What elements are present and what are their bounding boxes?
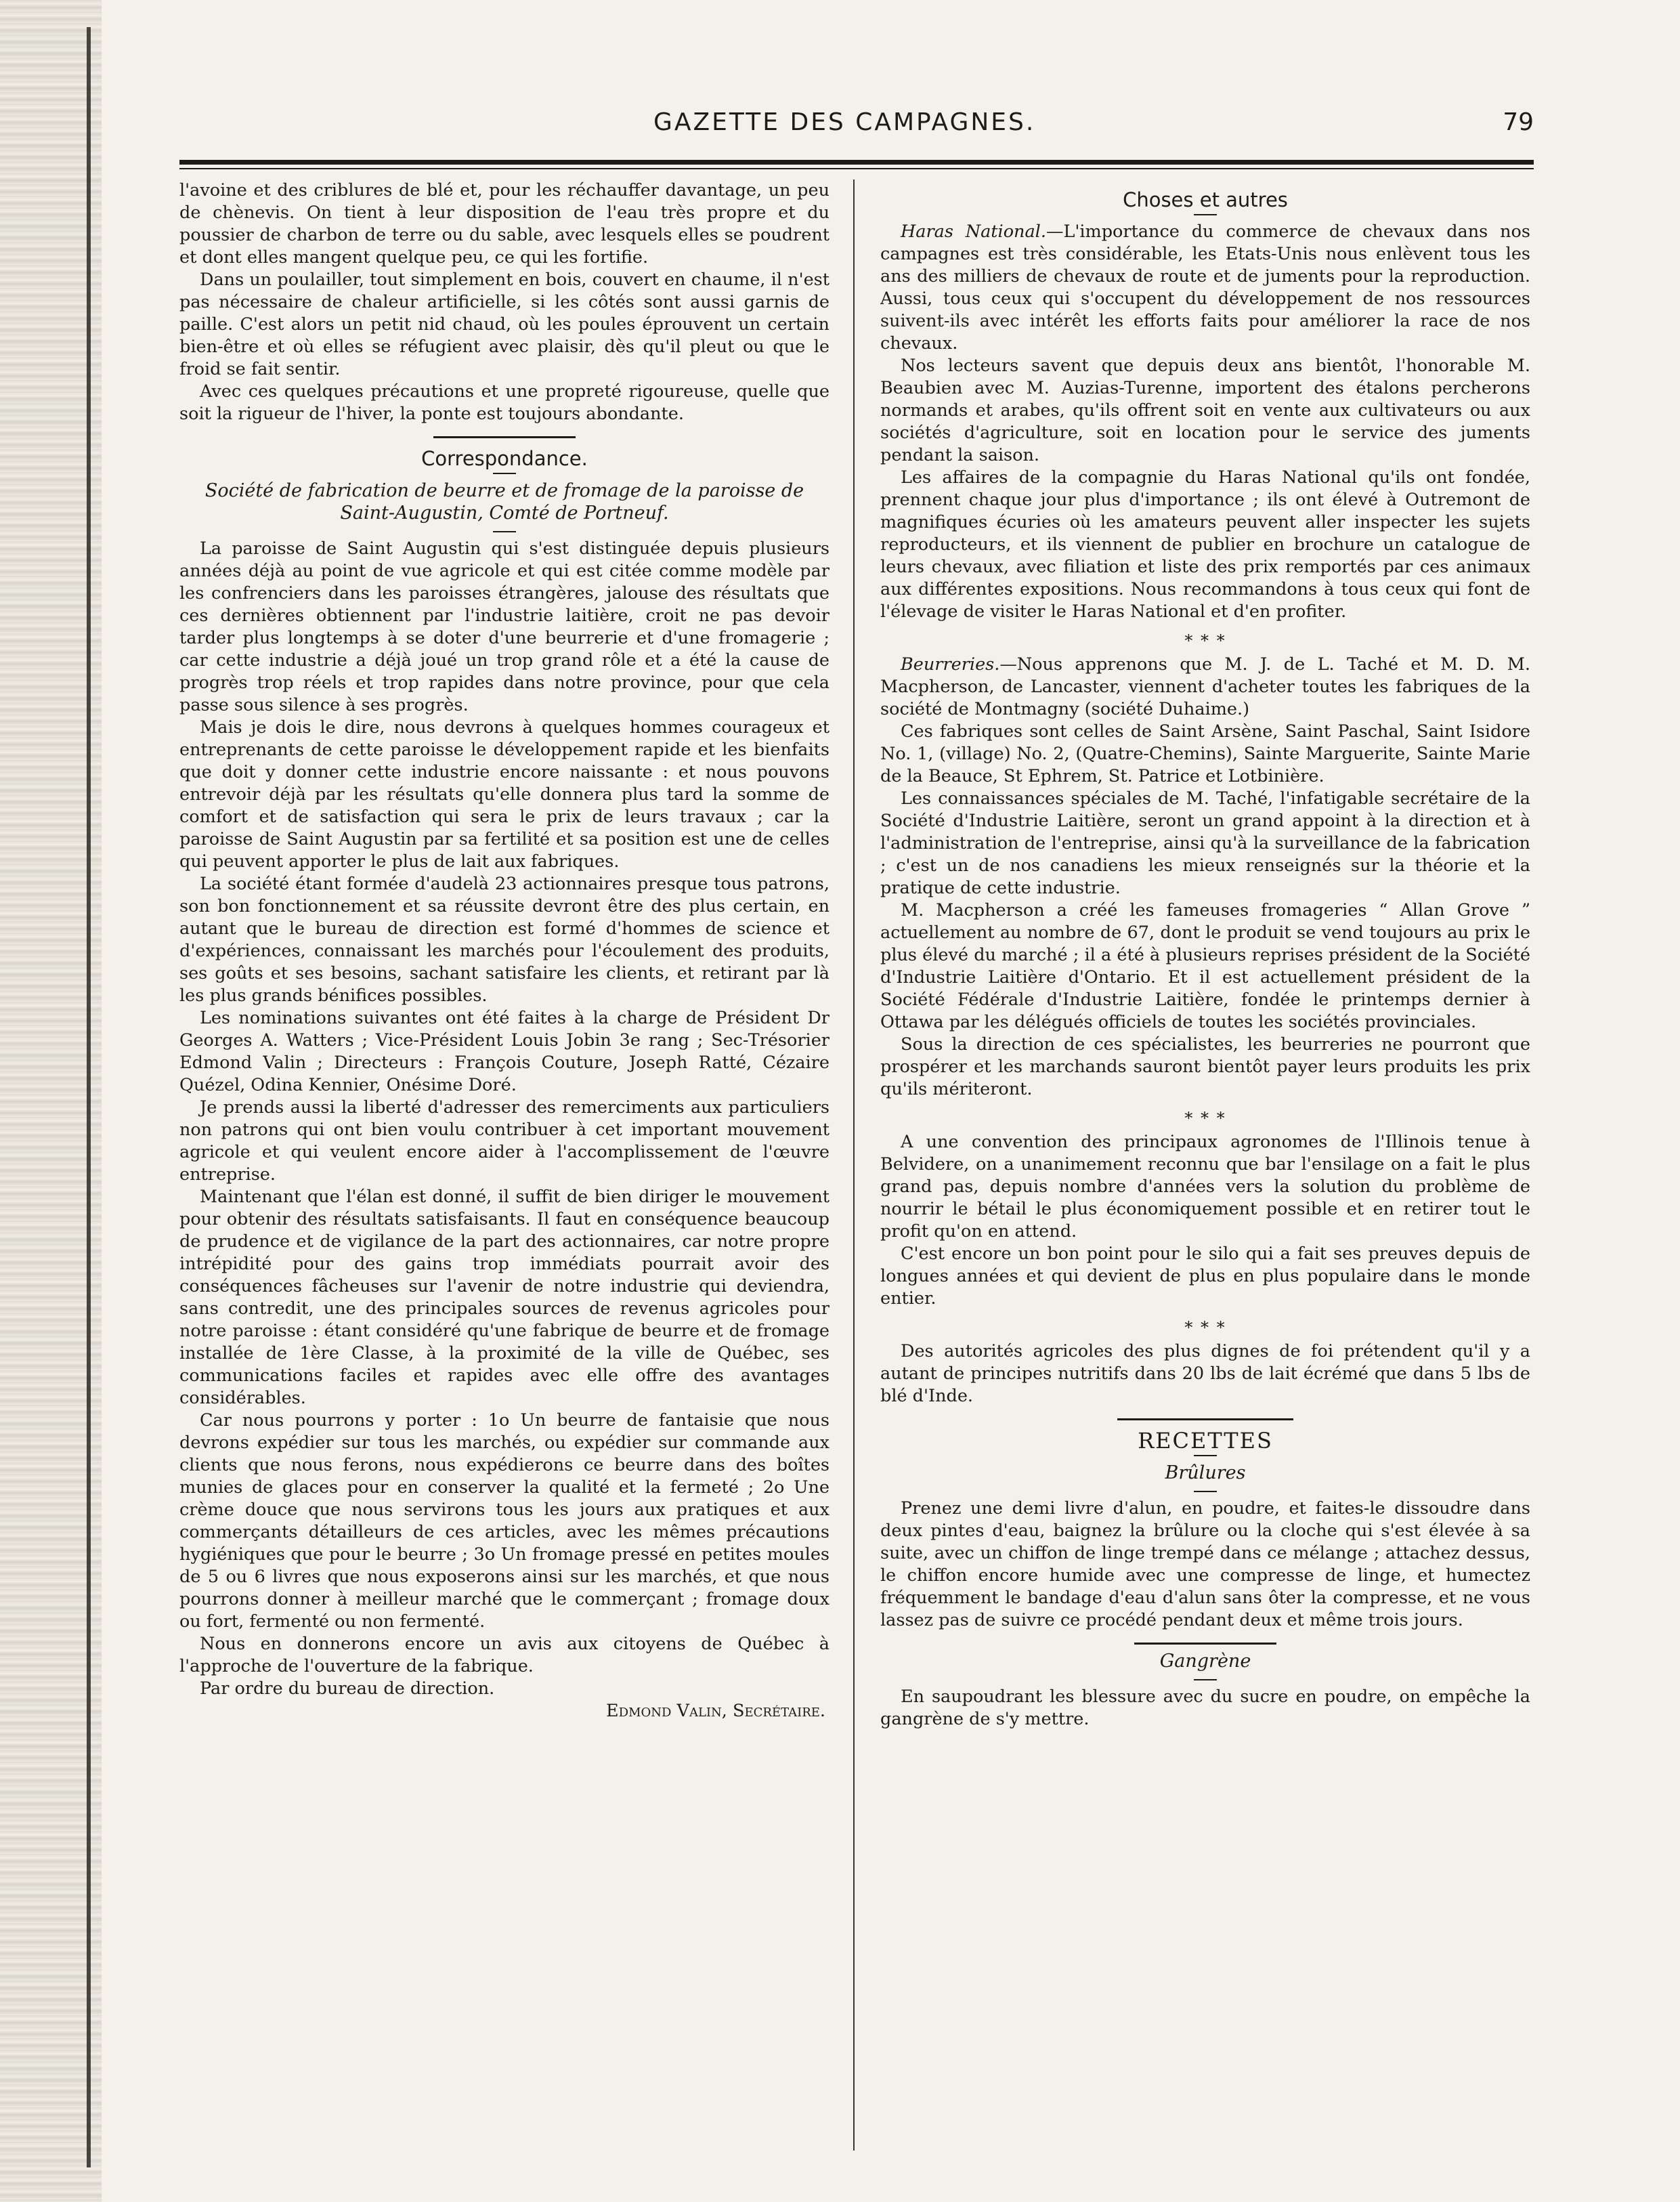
running-title: GAZETTE DES CAMPAGNES. <box>653 108 1036 136</box>
heading-dash <box>1194 1455 1217 1456</box>
asterism: * * * <box>1184 1318 1226 1337</box>
paragraph: A une convention des principaux agronomes de l'Illinois tenue à Belvidere, on a unanimement reconnu que bar l'ensilage on a fait le plus grand pas, depuis nombre d'années vers la solution du problème de nourrir le bétail le plus économiquement possible et en retirer tout le profit qu'on en attend. <box>880 1132 1530 1242</box>
heading-dash <box>493 531 516 532</box>
left-column <box>179 179 830 2178</box>
header-rule-thin <box>179 168 1534 169</box>
paragraph: Les nominations suivantes ont été faites à la charge de Président Dr Georges A. Watters ; Vice-Président Louis Jobin 3e rang ; Sec-Trésorier Edmond Valin ; Directeurs : François Couture, Joseph Ratté, Cézaire Quézel, Odina Kennier, Onésime Doré. <box>179 1008 830 1095</box>
paragraph-beurreries <box>880 654 1530 721</box>
section-heading-recettes: RECETTES <box>1138 1428 1273 1454</box>
lead-beurreries: Beurreries. <box>901 654 1000 675</box>
lead-haras: Haras National. <box>901 221 1046 242</box>
paragraph: Nos lecteurs savent que depuis deux ans bientôt, l'honorable M. Beaubien avec M. Auzias-Turenne, importent des étalons percherons normands et arabes, qu'ils offrent soit en vente aux cultivateurs ou aux sociétés d'agriculture, soit en location pour le service des juments pendant la saison. <box>880 356 1530 465</box>
paragraph-haras <box>880 221 1530 355</box>
page-number: 79 <box>1503 108 1534 136</box>
paragraph: En saupoudrant les blessure avec du sucre en poudre, on empêche la gangrène de s'y mettre. <box>880 1687 1530 1729</box>
recipe-title-gangrene: Gangrène <box>1159 1651 1251 1672</box>
heading-dash <box>493 473 516 474</box>
paragraph: Car nous pourrons y porter : 1o Un beurre de fantaisie que nous devrons expédier sur tous les marchés, ou expédier sur commande aux clients que nous ferons, nous expédierons ce beurre dans des boîtes munies de glaces pour en conserver la qualité et la fermeté ; 2o Une crème douce que nous servirons tous les jours aux pratiques et aux commerçants détailleurs de ces articles, avec les mêmes précautions hygiéniques que pour le beurre ; 3o Un fromage pressé en petites moules de 5 ou 6 livres que nous exposerons ainsi sur les marchés, et que nous pourrons donner à meilleur marché que le commerçant ; fromage doux ou fort, fermenté ou non fermenté. <box>179 1410 830 1632</box>
asterism: * * * <box>1184 1109 1226 1128</box>
paragraph: Prenez une demi livre d'alun, en poudre, et faites-le dissoudre dans deux pintes d'eau, baignez la brûlure ou la cloche qui s'est élevée à sa suite, avec un chiffon de linge trempé dans ce mélange ; attachez dessus, le chiffon encore humide avec une compresse de linge, et humectez fréquemment le bandage d'eau d'alun sans ôter la compresse, et ne vous lassez pas de suivre ce procédé pendant deux et même trois jours. <box>880 1498 1530 1630</box>
scan-binding-line <box>87 27 91 2167</box>
page-header <box>179 95 1534 156</box>
paragraph: Nous en donnerons encore un avis aux citoyens de Québec à l'approche de l'ouverture de la fabrique. <box>179 1634 830 1676</box>
heading-dash <box>1194 1491 1217 1492</box>
paragraph-text: —Nous apprenons que M. J. de L. Taché et M. D. M. Macpherson, de Lancaster, viennent d'acheter toutes les fabriques de la société de Montmagny (société Duhaime.) <box>880 654 1530 719</box>
section-separator <box>1134 1643 1276 1645</box>
header-rule-thick <box>179 160 1534 165</box>
paragraph: Mais je dois le dire, nous devrons à quelques hommes courageux et entreprenants de cette paroisse le développement rapide et les bienfaits que doit y donner cette industrie encore naissante : et nous pouvons entrevoir déjà par les résultats qu'elle donnera plus tard la somme de comfort et de satisfaction qui sera le prix de leurs travaux ; car la paroisse de Saint Augustin par sa fertilité et sa position est une de celles qui peuvent apporter le plus de lait aux fabriques. <box>179 717 830 872</box>
paragraph-text: —L'importance du commerce de chevaux dans nos campagnes est très considérable, les Etats-Unis nous enlèvent tous les ans des milliers de chevaux de route et de juments pour la reproduction. Aussi, tous ceux qui s'occupent du développement de nos ressources suivent-ils avec intérêt les efforts faits pour améliorer la race de nos chevaux. <box>880 221 1530 354</box>
column-divider <box>853 179 855 2151</box>
section-heading-correspondance: Correspondance. <box>421 447 588 470</box>
recipe-title-brulures: Brûlures <box>1165 1462 1246 1483</box>
paragraph: La paroisse de Saint Augustin qui s'est distinguée depuis plusieurs années déjà au point de vue agricole et qui est citée comme modèle par les confrenciers dans les paroisses étrangères, jalouse des résultats que ces dernières obtiennent par l'industrie laitière, croit ne pas devoir tarder plus longtemps à se doter d'une beurrerie et d'une fromagerie ; car cette industrie a déjà joué un trop grand rôle et a été la cause de progrès trop réels et trop rapides dans notre province, pour que cela passe sous silence à ses progrès. <box>179 538 830 715</box>
paragraph: Les affaires de la compagnie du Haras National qu'ils ont fondée, prennent chaque jour plus d'importance ; ils ont élevé à Outremont de magnifiques écuries où les amateurs peuvent aller inspecter les sujets reproducteurs, et ils viennent de publier en brochure un catalogue de leurs chevaux, avec filiation et liste des prix remportés par ces animaux aux différentes expositions. Nous recommandons à tous ceux qui font de l'élevage de visiter le Haras National et d'en profiter. <box>880 467 1530 622</box>
paragraph: M. Macpherson a créé les fameuses fromageries “ Allan Grove ” actuellement au nombre de 67, dont le produit se vend toujours au prix le plus élevé du marché ; il a été à plusieurs reprises président de la Société d'Industrie Laitière d'Ontario. Et il est actuellement président de la Société Fédérale d'Industrie Laitière, fondée le printemps dernier à Ottawa par les délégués officiels de toutes les sociétés provinciales. <box>880 900 1530 1032</box>
paragraph: Ces fabriques sont celles de Saint Arsène, Saint Paschal, Saint Isidore No. 1, (village) No. 2, (Quatre-Chemins), Sainte Marguerite, Sainte Marie de la Beauce, St Ephrem, St. Patrice et Lotbinière. <box>880 721 1530 786</box>
paragraph: Par ordre du bureau de direction. <box>200 1678 495 1699</box>
paragraph: Je prends aussi la liberté d'adresser des remerciments aux particuliers non patrons qui ont bien voulu contribuer à cet important mouvement agricole et qui veulent encore aider à l'accomplissement de l'œuvre entreprise. <box>179 1097 830 1185</box>
paragraph: Sous la direction de ces spécialistes, les beurreries ne pourront que prospérer et les marchands sauront bientôt payer leurs produits les prix qu'ils mériteront. <box>880 1034 1530 1099</box>
paragraph: Dans un poulailler, tout simplement en bois, couvert en chaume, il n'est pas nécessaire de chaleur artificielle, si les côtés sont aussi garnis de paille. C'est alors un petit nid chaud, où les poules éprouvent un certain bien-être et où elles se réfugient avec plaisir, dès qu'il pleut ou que le froid se fait sentir. <box>179 270 830 379</box>
paragraph: Les connaissances spéciales de M. Taché, l'infatigable secrétaire de la Société d'Industrie Laitière, seront un grand appoint à la direction et à l'administration de l'entreprise, ainsi qu'à la surveillance de la fabrication ; c'est un de nos canadiens les mieux renseignés sur la théorie et la pratique de cette industrie. <box>880 788 1530 898</box>
heading-dash <box>1194 214 1217 215</box>
heading-dash <box>1194 1679 1217 1680</box>
newspaper-page <box>179 95 1534 2167</box>
paragraph: l'avoine et des criblures de blé et, pour les réchauffer davantage, un peu de chènevis. On tient à leur disposition de l'eau très propre et du poussier de charbon de terre ou du sable, avec lesquels elles se poudrent et dont elles mangent quelque peu, ce qui les fortifie. <box>179 180 830 268</box>
paragraph: C'est encore un bon point pour le silo qui a fait ses preuves depuis de longues années et qui devient de plus en plus populaire dans le monde entier. <box>880 1244 1530 1309</box>
section-separator <box>433 436 576 438</box>
section-separator <box>1117 1418 1293 1420</box>
paragraph: Des autorités agricoles des plus dignes de foi prétendent qu'il y a autant de principes nutritifs dans 20 lbs de lait écrémé que dans 5 lbs de blé d'Inde. <box>880 1341 1530 1406</box>
paragraph: Avec ces quelques précautions et une propreté rigoureuse, quelle que soit la rigueur de l'hiver, la ponte est toujours abondante. <box>179 381 830 424</box>
asterism: * * * <box>1184 631 1226 650</box>
right-column <box>880 179 1530 2178</box>
paragraph: La société étant formée d'audelà 23 actionnaires presque tous patrons, son bon fonctionnement et sa réussite devront être des plus certain, en autant que le bureau de direction est formé d'hommes de science et d'expériences, connaissant les marchés pour l'écoulement des produits, ses goûts et ses besoins, sachant satisfaire les clients, et retirant par là les plus grands bénifices possibles. <box>179 874 830 1006</box>
section-heading-choses: Choses et autres <box>1123 188 1288 211</box>
paragraph: Maintenant que l'élan est donné, il suffit de bien diriger le mouvement pour obtenir des résultats satisfaisants. Il faut en conséquence beaucoup de prudence et de vigilance de la part des actionnaires, car notre propre intrépidité pour des gains trop immédiats pourrait avoir des conséquences fâcheuses sur l'avenir de notre industrie qui deviendra, sans contredit, une des principales sources de revenus agricoles pour notre paroisse : étant considéré qu'une fabrique de beurre et de fromage installée de 1ère Classe, à la proximité de la ville de Québec, ses communications faciles et rapides avec elle offre des avantages considérables. <box>179 1187 830 1408</box>
signature: Edmond Valin, Secrétaire. <box>606 1701 825 1721</box>
article-subtitle: Société de fabrication de beurre et de fromage de la paroisse de Saint-Augustin, Comté de Portneuf. <box>204 480 804 524</box>
